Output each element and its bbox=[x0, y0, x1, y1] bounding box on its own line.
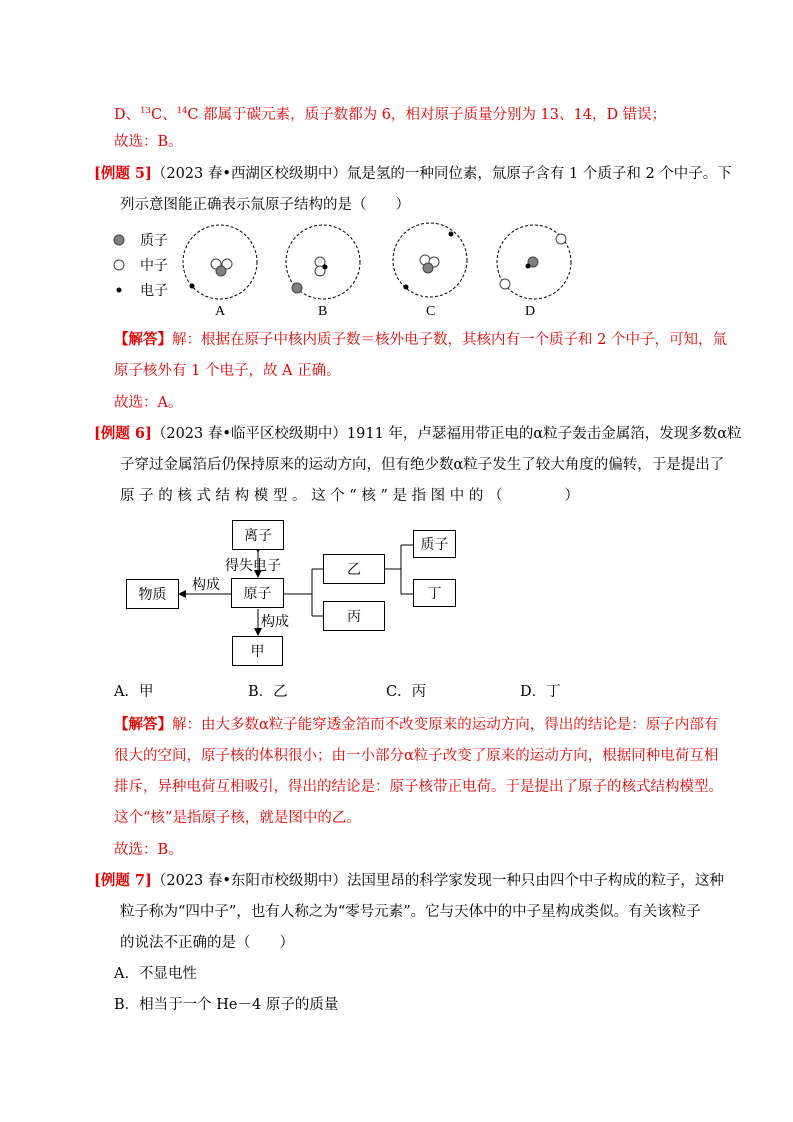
node-ding: 丁 bbox=[413, 579, 456, 607]
legend-neutron: 中子 bbox=[140, 258, 168, 274]
ex7-question-line3: 的说法不正确的是（ ） bbox=[120, 935, 294, 951]
atom-option-a bbox=[183, 225, 257, 299]
ex5-question-line1: [例题 5]（2023 春•西湖区校级期中）氚是氢的一种同位素，氚原子含有 1 个质子和 2 个中子。下 bbox=[94, 165, 732, 182]
ex5-answer-label: 【解答】 bbox=[114, 331, 172, 348]
ex5-label: [例题 5] bbox=[94, 165, 152, 182]
atom-label-a: A bbox=[215, 304, 226, 319]
ex6-choice-a: A．甲 bbox=[114, 684, 154, 700]
atom-label-c: C bbox=[426, 304, 436, 319]
ex6-label: [例题 6] bbox=[94, 425, 152, 442]
node-substance: 物质 bbox=[126, 579, 179, 609]
node-proton: 质子 bbox=[413, 530, 456, 558]
proton-legend-icon bbox=[112, 233, 126, 247]
node-yi: 乙 bbox=[323, 554, 385, 584]
edge-compose-2: 构成 bbox=[261, 614, 289, 630]
ex6-choice-d: D．丁 bbox=[520, 684, 561, 700]
atom-label-b: B bbox=[318, 304, 328, 319]
ex6-question-line3: 原 子 的 核 式 结 构 模 型 。 这 个 “ 核 ” 是 指 图 中 的 （ ） bbox=[120, 488, 579, 504]
ex6-answer-line4: 这个“核”是指原子核，就是图中的乙。 bbox=[114, 810, 361, 826]
ex6-choose: 故选：B。 bbox=[114, 842, 183, 858]
ex6-choice-c: C．丙 bbox=[386, 684, 427, 700]
ex7-question-line1: [例题 7]（2023 春•东阳市校级期中）法国里昂的科学家发现一种只由四个中子构成的粒子，这种 bbox=[94, 872, 724, 889]
ex6-answer-label: 【解答】 bbox=[114, 716, 172, 733]
atom-option-b bbox=[286, 225, 360, 299]
prev-answer-d: D、$^{13}$C、$^{14}$C 都属于碳元素，质子数都为 6，相对原子质量分别为 13、14，D 错误； bbox=[114, 106, 667, 123]
atom-option-c bbox=[393, 223, 467, 297]
prev-choose: 故选：B。 bbox=[114, 134, 183, 150]
atom-option-d bbox=[497, 225, 571, 299]
atom-legend bbox=[112, 230, 182, 300]
node-atom: 原子 bbox=[231, 578, 284, 608]
node-jia: 甲 bbox=[232, 636, 283, 666]
ex6-choice-b: B．乙 bbox=[248, 684, 288, 700]
node-bing: 丙 bbox=[323, 601, 385, 631]
legend-electron: 电子 bbox=[140, 283, 168, 299]
electron-legend-icon bbox=[112, 283, 126, 297]
ex7-choice-b: B．相当于一个 He－4 原子的质量 bbox=[114, 997, 339, 1013]
edge-compose-1: 构成 bbox=[192, 577, 220, 593]
ex5-question-line2: 列示意图能正确表示氚原子结构的是（ ） bbox=[120, 197, 410, 213]
legend-proton: 质子 bbox=[140, 233, 168, 249]
atom-diagrams bbox=[175, 220, 585, 305]
edge-gain-lose-electrons: 得失电子 bbox=[225, 558, 281, 574]
atom-label-d: D bbox=[525, 304, 536, 319]
neutron-legend-icon bbox=[112, 258, 126, 272]
node-ion: 离子 bbox=[232, 520, 284, 550]
ex5-answer-line1: 【解答】解：根据在原子中核内质子数＝核外电子数，其核内有一个质子和 2 个中子，可知，氚 bbox=[114, 331, 727, 348]
ex7-label: [例题 7] bbox=[94, 872, 152, 889]
ex6-answer-line3: 排斥，异种电荷互相吸引，得出的结论是：原子核带正电荷。于是提出了原子的核式结构模型。 bbox=[114, 779, 723, 795]
ex5-choose: 故选：A。 bbox=[114, 395, 183, 411]
ex6-question-line1: [例题 6]（2023 春•临平区校级期中）1911 年，卢瑟福用带正电的α粒子轰击金属箔，发现多数α粒 bbox=[94, 425, 742, 442]
ex5-answer-line2: 原子核外有 1 个电子，故 A 正确。 bbox=[114, 363, 341, 379]
ex7-choice-a: A．不显电性 bbox=[114, 966, 197, 982]
ex6-answer-line1: 【解答】解：由大多数α粒子能穿透金箔而不改变原来的运动方向，得出的结论是：原子内部有 bbox=[114, 716, 719, 733]
ex7-question-line2: 粒子称为“四中子”，也有人称之为“零号元素”。它与天体中的中子星构成类似。有关该粒子 bbox=[120, 904, 701, 920]
ex6-answer-line2: 很大的空间，原子核的体积很小；由一小部分α粒子改变了原来的运动方向，根据同种电荷互相 bbox=[114, 748, 719, 764]
ex6-question-line2: 子穿过金属箔后仍保持原来的运动方向，但有绝少数α粒子发生了较大角度的偏转，于是提出了 bbox=[120, 457, 725, 473]
